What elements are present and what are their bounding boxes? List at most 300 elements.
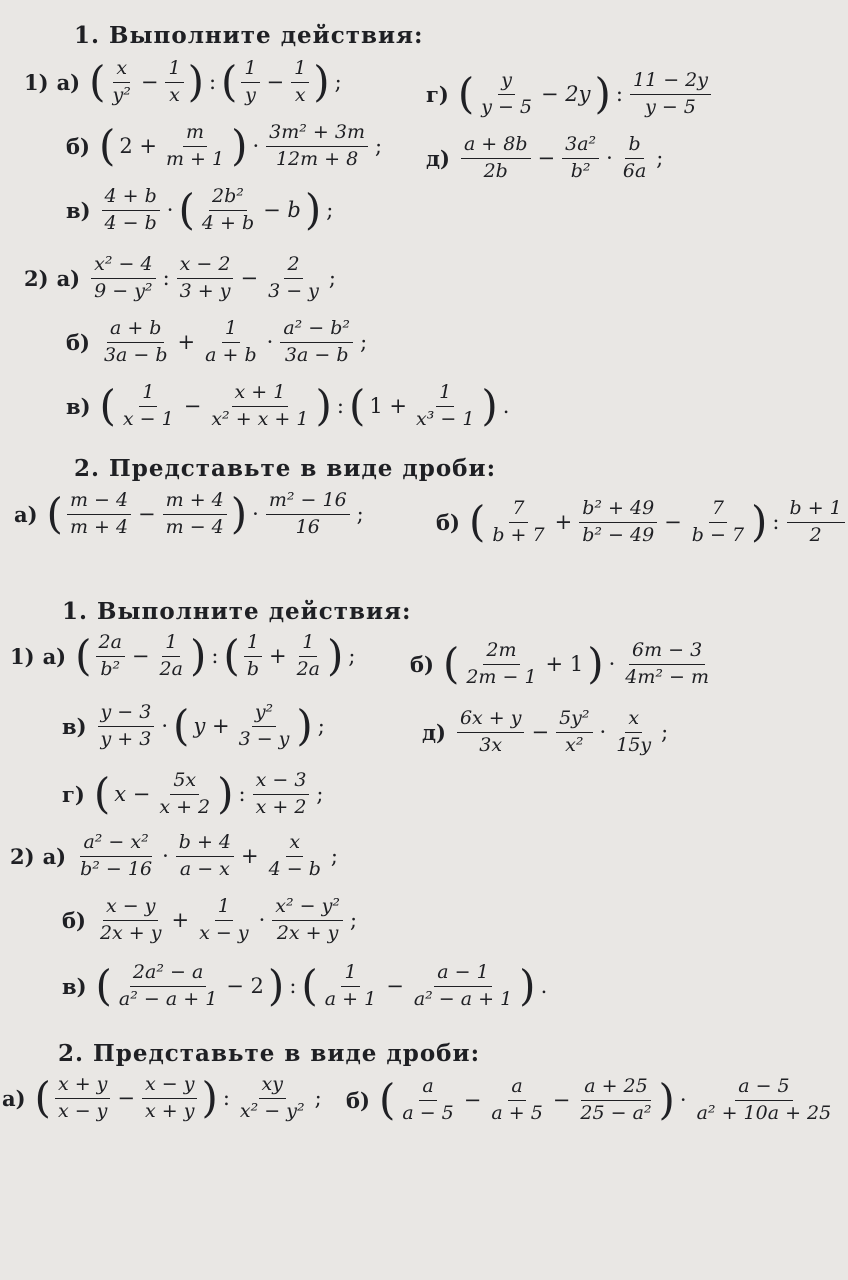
operator: ; — [661, 720, 669, 745]
operator: : — [222, 1086, 230, 1111]
exercise-1a — [24, 58, 346, 107]
parenthesis: ) — [313, 57, 330, 107]
parenthesis: ) — [594, 69, 611, 119]
denominator: b + 7 — [492, 523, 545, 546]
fraction — [577, 1076, 654, 1125]
item-label: а) — [56, 265, 81, 291]
part-number: 1) — [10, 643, 35, 669]
parenthesis: ( — [173, 701, 190, 751]
parenthesis: ) — [296, 701, 313, 751]
denominator: 12m + 8 — [275, 147, 359, 170]
numerator: x + y — [55, 1074, 110, 1099]
denominator: 3 − y — [268, 279, 319, 302]
denominator: x³ − 1 — [415, 407, 475, 430]
numerator: x — [113, 58, 130, 83]
section-heading-actions: 1. Выполните действия: — [62, 598, 412, 625]
numerator: a² − b² — [280, 318, 353, 343]
fraction — [622, 640, 712, 689]
section-heading-fraction: 2. Представьте в виде дроби: — [58, 1040, 481, 1067]
section-heading-actions: 1. Выполните действия: — [74, 22, 424, 49]
operator: − — [463, 1088, 482, 1113]
operator: − — [131, 644, 150, 669]
numerator: b + 4 — [176, 832, 234, 857]
fraction — [77, 832, 155, 881]
fraction — [165, 58, 183, 107]
denominator: 3a − b — [284, 343, 349, 366]
operator: ; — [334, 70, 342, 95]
numerator: 1 — [291, 58, 309, 83]
fraction — [556, 708, 592, 757]
parenthesis: ) — [481, 381, 498, 431]
operator: − — [531, 720, 550, 745]
denominator: a² − a + 1 — [118, 987, 218, 1010]
parenthesis: ( — [99, 381, 116, 431]
operator: : — [208, 70, 217, 95]
numerator: 1 — [162, 632, 180, 657]
numerator: 1 — [436, 382, 454, 407]
item-label: а) — [14, 501, 38, 527]
numerator: 2m — [483, 640, 519, 665]
exercise-2v — [66, 382, 513, 431]
parenthesis: ( — [442, 639, 460, 689]
operator: ; — [656, 146, 664, 171]
denominator: b — [246, 657, 259, 680]
exercise-3a — [14, 490, 368, 539]
denominator: b² — [570, 159, 591, 182]
denominator: y — [245, 83, 256, 106]
denominator: x − y — [199, 921, 249, 944]
numerator: x² − y² — [272, 896, 343, 921]
denominator: x − y — [57, 1099, 108, 1122]
fraction — [463, 640, 539, 689]
denominator: m + 4 — [69, 515, 129, 538]
exercise-2a — [10, 832, 342, 881]
fraction — [322, 962, 379, 1011]
fraction — [562, 134, 599, 183]
operator: ; — [328, 266, 336, 291]
fraction — [461, 134, 531, 183]
numerator: a − 1 — [434, 962, 491, 987]
denominator: 2 — [809, 523, 822, 546]
numerator: 1 — [165, 58, 183, 83]
term: − 2 — [226, 974, 264, 999]
operator: − — [240, 266, 259, 291]
operator: · — [166, 198, 174, 223]
parenthesis: ) — [519, 961, 536, 1011]
term: y + — [193, 714, 230, 739]
numerator: 6m − 3 — [629, 640, 705, 665]
denominator: a − 5 — [402, 1101, 454, 1124]
denominator: 3 − y — [238, 727, 290, 750]
parenthesis: ( — [93, 769, 111, 819]
denominator: a + 5 — [491, 1101, 543, 1124]
denominator: 15y — [616, 733, 652, 756]
operator: ; — [326, 198, 334, 223]
operator: ; — [317, 714, 325, 739]
operator: . — [540, 974, 548, 999]
operator: − — [552, 1088, 571, 1113]
parenthesis: ( — [457, 69, 475, 119]
denominator: y² — [112, 83, 131, 106]
numerator: 5x — [170, 770, 199, 795]
item-label: б) — [436, 509, 460, 535]
numerator: m² − 16 — [266, 490, 350, 515]
operator: ; — [316, 782, 324, 807]
denominator: y − 5 — [481, 95, 533, 118]
fraction — [55, 1074, 110, 1123]
parenthesis: ( — [178, 185, 195, 235]
item-label: а) — [56, 69, 81, 95]
operator: ; — [314, 1086, 322, 1111]
numerator: 6x + y — [457, 708, 525, 733]
fraction — [102, 186, 160, 235]
parenthesis: ) — [315, 381, 332, 431]
exercise-2v — [62, 962, 551, 1011]
parenthesis: ( — [95, 961, 112, 1011]
fraction — [156, 770, 213, 819]
fraction — [244, 632, 262, 681]
denominator: 3a − b — [103, 343, 168, 366]
fraction — [478, 70, 535, 119]
fraction — [787, 498, 845, 547]
denominator: a + b — [205, 343, 257, 366]
denominator: x² − y² — [239, 1099, 305, 1122]
fraction — [399, 1076, 456, 1125]
fraction — [98, 702, 155, 751]
parenthesis: ) — [587, 639, 604, 689]
fraction — [142, 1074, 197, 1123]
exercise-1b — [410, 640, 715, 689]
item-label: б) — [66, 329, 90, 355]
operator: : — [615, 82, 623, 107]
term: + 1 — [545, 652, 584, 677]
fraction — [613, 708, 654, 757]
operator: − — [140, 70, 159, 95]
fraction — [116, 962, 220, 1011]
operator: : — [238, 782, 246, 807]
fraction — [101, 318, 171, 367]
item-label: а) — [42, 643, 67, 669]
operator: : — [211, 644, 219, 669]
operator: + — [554, 510, 573, 535]
fraction — [202, 318, 260, 367]
fraction — [163, 490, 227, 539]
denominator: a − x — [179, 857, 230, 880]
numerator: a — [419, 1076, 436, 1101]
denominator: 2x + y — [99, 921, 162, 944]
item-label: а) — [2, 1085, 26, 1111]
exercise-1a — [10, 632, 359, 681]
term: 2 + — [119, 134, 157, 159]
operator: : — [162, 266, 170, 291]
exercise-1b — [66, 122, 386, 171]
term: − 2y — [541, 82, 591, 107]
denominator: m − 4 — [165, 515, 224, 538]
numerator: x − 2 — [177, 254, 234, 279]
operator: ; — [375, 134, 383, 159]
operator: : — [289, 974, 297, 999]
operator: · — [252, 502, 259, 527]
operator: · — [608, 652, 616, 677]
numerator: b + 1 — [787, 498, 845, 523]
operator: − — [664, 510, 682, 535]
denominator: 25 − a² — [580, 1101, 652, 1124]
operator: : — [336, 394, 344, 419]
numerator: 1 — [341, 962, 359, 987]
parenthesis: ( — [221, 57, 238, 107]
denominator: x − 1 — [122, 407, 174, 430]
denominator: x — [294, 83, 306, 106]
exercise-1d — [422, 708, 672, 757]
numerator: m — [183, 122, 207, 147]
numerator: m − 4 — [67, 490, 131, 515]
parenthesis: ) — [267, 961, 285, 1011]
term: − b — [263, 198, 301, 223]
item-label: в) — [62, 713, 87, 739]
fraction — [265, 254, 322, 303]
denominator: 2x + y — [276, 921, 339, 944]
fraction — [177, 254, 234, 303]
parenthesis: ) — [201, 1073, 218, 1123]
denominator: x² + x + 1 — [211, 407, 309, 430]
operator: · — [679, 1088, 687, 1113]
operator: ; — [356, 502, 364, 527]
fraction — [176, 832, 234, 881]
parenthesis: ) — [187, 57, 204, 107]
operator: − — [183, 394, 202, 419]
numerator: x − y — [142, 1074, 197, 1099]
exercise-1v — [66, 186, 337, 235]
denominator: y + 3 — [100, 727, 152, 750]
denominator: x — [169, 83, 180, 106]
denominator: b² − 16 — [80, 857, 153, 880]
numerator: 1 — [139, 382, 157, 407]
denominator: 2m − 1 — [466, 665, 537, 688]
numerator: x + 1 — [232, 382, 289, 407]
operator: : — [772, 510, 780, 535]
fraction — [97, 896, 165, 945]
denominator: 4 − b — [268, 857, 321, 880]
operator: − — [537, 146, 556, 171]
item-label: а) — [42, 843, 67, 869]
numerator: 1 — [215, 896, 233, 921]
numerator: 2a² − a — [130, 962, 206, 987]
item-label: г) — [426, 81, 449, 107]
parenthesis: ( — [223, 631, 240, 681]
exercise-3b — [346, 1076, 837, 1125]
section-heading-fraction: 2. Представьте в виде дроби: — [74, 455, 497, 482]
exercise-1g — [426, 70, 714, 119]
denominator: x² — [565, 733, 584, 756]
parenthesis: ) — [189, 631, 207, 681]
fraction — [579, 498, 657, 547]
numerator: b — [625, 134, 643, 159]
fraction — [196, 896, 251, 945]
operator: − — [386, 974, 404, 999]
numerator: 1 — [222, 318, 240, 343]
numerator: 5y² — [556, 708, 592, 733]
parenthesis: ) — [231, 121, 248, 171]
numerator: 1 — [244, 632, 262, 657]
parenthesis: ( — [348, 381, 366, 431]
denominator: 3x — [479, 733, 503, 756]
numerator: y − 3 — [98, 702, 155, 727]
numerator: x — [625, 708, 642, 733]
fraction — [294, 632, 323, 681]
fraction — [253, 770, 310, 819]
denominator: a² + 10a + 25 — [696, 1101, 832, 1124]
parenthesis: ( — [98, 121, 116, 171]
operator: + — [171, 908, 190, 933]
denominator: b² — [100, 657, 121, 680]
parenthesis: ) — [217, 769, 234, 819]
fraction — [291, 58, 309, 107]
operator: ; — [348, 644, 356, 669]
denominator: 3 + y — [179, 279, 231, 302]
item-label: в) — [66, 393, 91, 419]
fraction — [120, 382, 177, 431]
denominator: b − 7 — [691, 523, 745, 546]
item-label: б) — [62, 907, 86, 933]
denominator: a + 1 — [324, 987, 377, 1010]
denominator: 16 — [295, 515, 320, 538]
operator: · — [606, 146, 613, 171]
exercise-1g — [62, 770, 328, 819]
operator: · — [266, 330, 274, 355]
numerator: 11 − 2y — [630, 70, 711, 95]
operator: ; — [330, 844, 338, 869]
operator: − — [117, 1086, 135, 1111]
fraction — [620, 134, 649, 183]
numerator: a + 25 — [581, 1076, 651, 1101]
parenthesis: ) — [327, 631, 344, 681]
fraction — [488, 1076, 545, 1125]
numerator: 2a — [96, 632, 125, 657]
numerator: y² — [252, 702, 276, 727]
numerator: 3m² + 3m — [266, 122, 368, 147]
fraction — [199, 186, 257, 235]
numerator: xy — [259, 1074, 286, 1099]
operator: − — [266, 70, 285, 95]
denominator: a² − a + 1 — [413, 987, 513, 1010]
numerator: 1 — [299, 632, 317, 657]
fraction — [241, 58, 259, 107]
fraction — [272, 896, 343, 945]
numerator: y — [498, 70, 515, 95]
denominator: 4 + b — [201, 211, 255, 234]
exercise-3a — [2, 1074, 326, 1123]
fraction — [236, 702, 293, 751]
fraction — [67, 490, 131, 539]
denominator: 9 − y² — [94, 279, 153, 302]
parenthesis: ( — [75, 631, 92, 681]
numerator: a² − x² — [80, 832, 151, 857]
numerator: 7 — [709, 498, 727, 523]
numerator: b² + 49 — [579, 498, 657, 523]
fraction — [110, 58, 134, 107]
numerator: a − 5 — [735, 1076, 792, 1101]
operator: · — [258, 908, 266, 933]
exercise-1v — [62, 702, 329, 751]
item-label: в) — [66, 197, 91, 223]
exercise-3b — [436, 498, 848, 547]
denominator: x + 2 — [159, 795, 211, 818]
numerator: 3a² — [562, 134, 599, 159]
fraction — [689, 498, 747, 547]
parenthesis: ) — [304, 185, 322, 235]
denominator: y − 5 — [645, 95, 696, 118]
part-number: 1) — [24, 69, 49, 95]
item-label: д) — [422, 719, 446, 745]
denominator: 4 − b — [104, 211, 157, 234]
numerator: a + 8b — [461, 134, 531, 159]
operator: · — [161, 714, 169, 739]
operator: ; — [360, 330, 368, 355]
operator: . — [502, 394, 510, 419]
fraction — [266, 832, 324, 881]
parenthesis: ) — [230, 489, 248, 539]
operator: · — [162, 844, 169, 869]
denominator: x + 2 — [255, 795, 307, 818]
term: 1 + — [369, 394, 407, 419]
part-number: 2) — [24, 265, 49, 291]
denominator: m + 1 — [165, 147, 225, 170]
fraction — [96, 632, 125, 681]
parenthesis: ( — [89, 57, 106, 107]
numerator: x − 3 — [253, 770, 310, 795]
operator: · — [599, 720, 607, 745]
denominator: b² − 49 — [582, 523, 655, 546]
numerator: 1 — [241, 58, 259, 83]
fraction — [411, 962, 515, 1011]
numerator: x — [286, 832, 303, 857]
fraction — [630, 70, 711, 119]
denominator: 2a — [296, 657, 321, 680]
fraction — [237, 1074, 308, 1123]
item-label: в) — [62, 973, 87, 999]
parenthesis: ( — [34, 1073, 51, 1123]
numerator: 2b² — [209, 186, 247, 211]
fraction — [457, 708, 525, 757]
denominator: 4m² − m — [625, 665, 710, 688]
exercise-2b — [66, 318, 371, 367]
numerator: 4 + b — [102, 186, 160, 211]
fraction — [163, 122, 227, 171]
exercise-2a — [24, 254, 340, 303]
fraction — [266, 122, 368, 171]
numerator: x² − 4 — [91, 254, 155, 279]
denominator: 2a — [159, 657, 183, 680]
operator: + — [268, 644, 287, 669]
item-label: б) — [410, 651, 434, 677]
parenthesis: ( — [46, 489, 63, 539]
parenthesis: ( — [301, 961, 318, 1011]
part-number: 2) — [10, 843, 35, 869]
fraction — [489, 498, 547, 547]
item-label: г) — [62, 781, 85, 807]
parenthesis: ) — [751, 497, 768, 547]
fraction — [91, 254, 155, 303]
numerator: a + b — [107, 318, 165, 343]
fraction — [208, 382, 311, 431]
operator: − — [138, 502, 156, 527]
item-label: б) — [346, 1087, 370, 1113]
item-label: б) — [66, 133, 90, 159]
operator: + — [177, 330, 196, 355]
numerator: 7 — [509, 498, 527, 523]
denominator: x + y — [145, 1099, 195, 1122]
numerator: m + 4 — [163, 490, 227, 515]
